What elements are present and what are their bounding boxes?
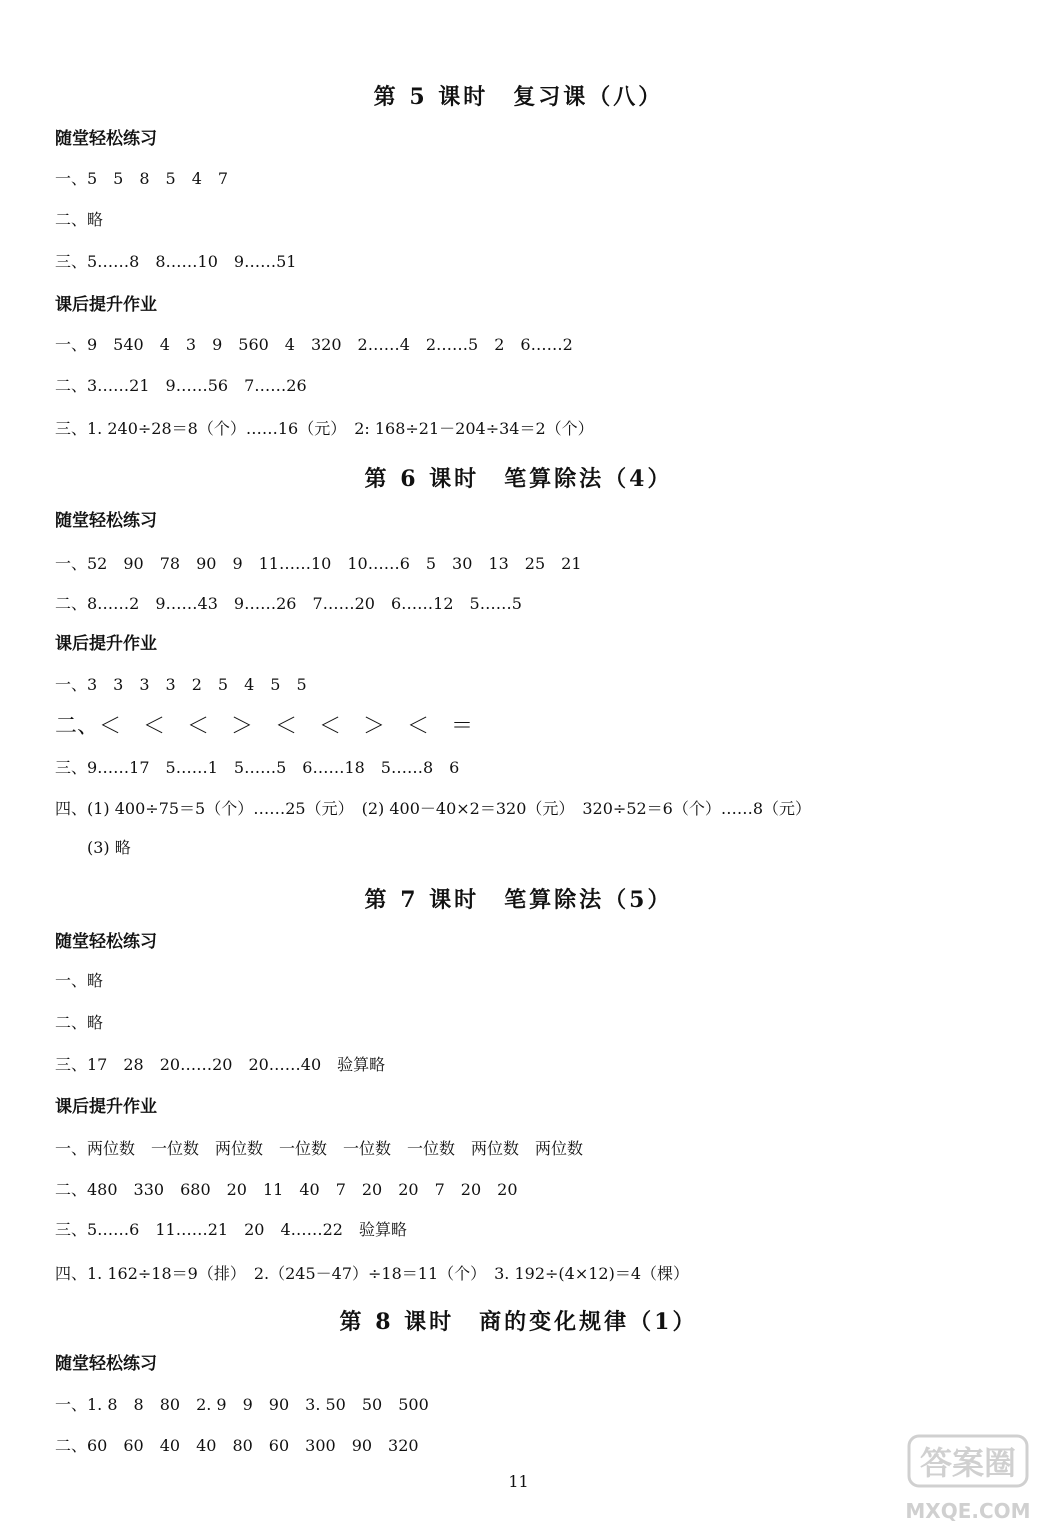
- answer-line: 一、52 90 78 90 9 11……10 10……6 5 30 13 25 21: [55, 554, 582, 573]
- answer-line: 二、＜ ＜ ＜ ＞ ＜ ＜ ＞ ＜ ＝: [55, 714, 474, 739]
- answer-line: 一、两位数 一位数 两位数 一位数 一位数 一位数 两位数 两位数: [55, 1139, 584, 1158]
- subsection-heading: 课后提升作业: [55, 634, 157, 654]
- answer-line: 一、3 3 3 3 2 5 4 5 5: [55, 675, 307, 694]
- answer-line: 三、5……8 8……10 9……51: [55, 252, 297, 271]
- subsection-heading: 随堂轻松练习: [55, 932, 157, 952]
- answer-line: 三、9……17 5……1 5……5 6……18 5……8 6: [55, 758, 460, 777]
- answer-line: 二、8……2 9……43 9……26 7……20 6……12 5……5: [55, 594, 522, 613]
- subsection-heading: 课后提升作业: [55, 295, 157, 315]
- answer-line: 一、9 540 4 3 9 560 4 320 2……4 2……5 2 6……2: [55, 335, 573, 354]
- subsection-heading: 随堂轻松练习: [55, 1354, 157, 1374]
- section-title: 第 6 课时 笔算除法（4）: [364, 466, 673, 492]
- section-title: 第 7 课时 笔算除法（5）: [364, 887, 673, 913]
- subsection-heading: 随堂轻松练习: [55, 129, 157, 149]
- answer-line: 四、(1) 400÷75＝5（个）……25（元） (2) 400－40×2＝320（元） 320÷52＝6（个）……8（元）: [55, 799, 812, 818]
- answer-line: 二、3……21 9……56 7……26: [55, 376, 307, 395]
- watermark-bottom-text: MXQE.COM: [905, 1499, 1031, 1523]
- subsection-heading: 随堂轻松练习: [55, 511, 157, 531]
- page-number: 11: [508, 1472, 529, 1491]
- answer-line: 二、60 60 40 40 80 60 300 90 320: [55, 1436, 419, 1455]
- watermark-top-text: 答案圈: [919, 1444, 1017, 1482]
- answer-line: 三、5……6 11……21 20 4……22 验算略: [55, 1220, 407, 1239]
- answer-line: 三、17 28 20……20 20……40 验算略: [55, 1055, 386, 1074]
- answer-line: 二、480 330 680 20 11 40 7 20 20 7 20 20: [55, 1180, 518, 1199]
- answer-line: 一、略: [55, 971, 104, 990]
- subsection-heading: 课后提升作业: [55, 1097, 157, 1117]
- answer-line: 一、1. 8 8 80 2. 9 9 90 3. 50 50 500: [55, 1395, 429, 1414]
- answer-line: 一、5 5 8 5 4 7: [55, 169, 229, 188]
- answer-line: 二、略: [55, 1013, 104, 1032]
- answer-line: 三、1. 240÷28＝8（个）……16（元） 2: 168÷21－204÷34＝2（个）: [55, 419, 594, 438]
- answer-line: 二、略: [55, 210, 104, 229]
- section-title: 第 5 课时 复习课（八）: [373, 84, 664, 110]
- watermark-logo: [905, 1430, 1033, 1530]
- answer-line: 四、1. 162÷18＝9（排） 2.（245－47）÷18＝11（个） 3. 192÷(4×12)＝4（棵）: [55, 1264, 690, 1283]
- answer-line: (3) 略: [55, 838, 131, 857]
- section-title: 第 8 课时 商的变化规律（1）: [339, 1309, 698, 1335]
